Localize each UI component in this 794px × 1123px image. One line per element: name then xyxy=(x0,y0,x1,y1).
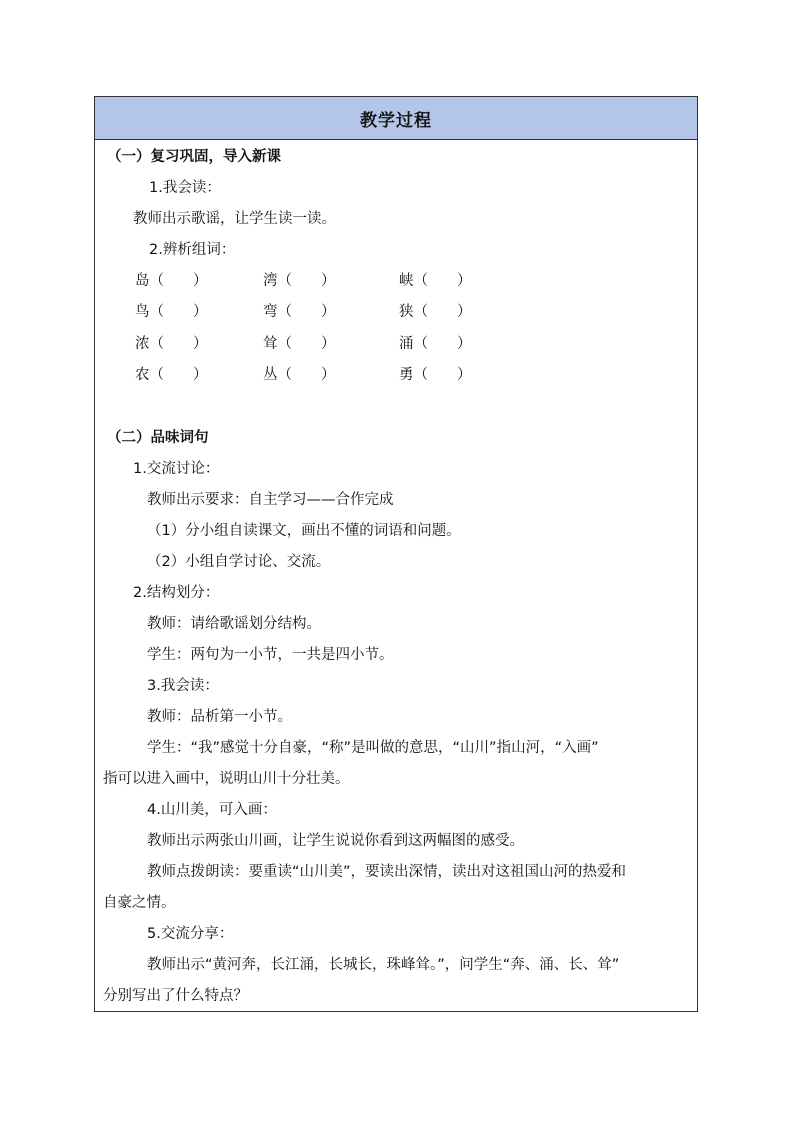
section2-line: （2）小组自学讨论、交流。 xyxy=(147,554,331,570)
grid-cell: 农（ ） xyxy=(135,367,208,383)
section1-item1: 1.我会读： xyxy=(149,180,221,196)
grid-cell: 浓（ ） xyxy=(135,336,208,352)
table-header xyxy=(95,97,697,140)
section2-line: 分别写出了什么特点？ xyxy=(103,988,248,1004)
section2-line: 教师：品析第一小节。 xyxy=(147,709,292,725)
table-title: 教学过程 xyxy=(360,110,432,131)
section2-line: 4.山川美，可入画： xyxy=(147,802,277,818)
grid-cell: 耸（ ） xyxy=(263,336,336,352)
section2-line: 学生：两句为一小节，一共是四小节。 xyxy=(147,647,394,663)
section2-line: 自豪之情。 xyxy=(103,895,176,911)
section1-heading: （一）复习巩固，导入新课 xyxy=(107,149,281,165)
section2-line: 2.结构划分： xyxy=(133,585,220,601)
section1-item1-text: 教师出示歌谣，让学生读一读。 xyxy=(133,211,336,227)
grid-cell: 丛（ ） xyxy=(263,367,336,383)
section2-line: 指可以进入画中，说明山川十分壮美。 xyxy=(103,771,350,787)
lesson-table xyxy=(94,96,698,1012)
section2-line: 教师出示两张山川画，让学生说说你看到这两幅图的感受。 xyxy=(147,833,524,849)
grid-cell: 湾（ ） xyxy=(263,273,336,289)
grid-cell: 鸟（ ） xyxy=(135,304,208,320)
grid-cell: 狭（ ） xyxy=(399,304,472,320)
grid-cell: 岛（ ） xyxy=(135,273,208,289)
section2-line: 教师：请给歌谣划分结构。 xyxy=(147,616,321,632)
section2-line: 教师出示“黄河奔，长江涌，长城长，珠峰耸。”，问学生“奔、涌、长、耸” xyxy=(147,957,620,973)
grid-cell: 弯（ ） xyxy=(263,304,336,320)
section2-line: （1）分小组自读课文，画出不懂的词语和问题。 xyxy=(147,523,461,539)
section2-line: 教师点拨朗读：要重读“山川美”，要读出深情，读出对这祖国山河的热爱和 xyxy=(147,864,627,880)
section2-line: 5.交流分享： xyxy=(147,926,234,942)
section2-line: 教师出示要求：自主学习——合作完成 xyxy=(147,492,394,508)
section1-item2: 2.辨析组词： xyxy=(149,242,236,258)
section2-line: 3.我会读： xyxy=(147,678,219,694)
section2-line: 1.交流讨论： xyxy=(133,461,220,477)
grid-cell: 峡（ ） xyxy=(399,273,472,289)
section2-heading: （二）品味词句 xyxy=(107,430,209,446)
grid-cell: 勇（ ） xyxy=(399,367,472,383)
section2-line: 学生：“我”感觉十分自豪，“称”是叫做的意思，“山川”指山河，“入画” xyxy=(147,740,599,756)
grid-cell: 涌（ ） xyxy=(399,336,472,352)
